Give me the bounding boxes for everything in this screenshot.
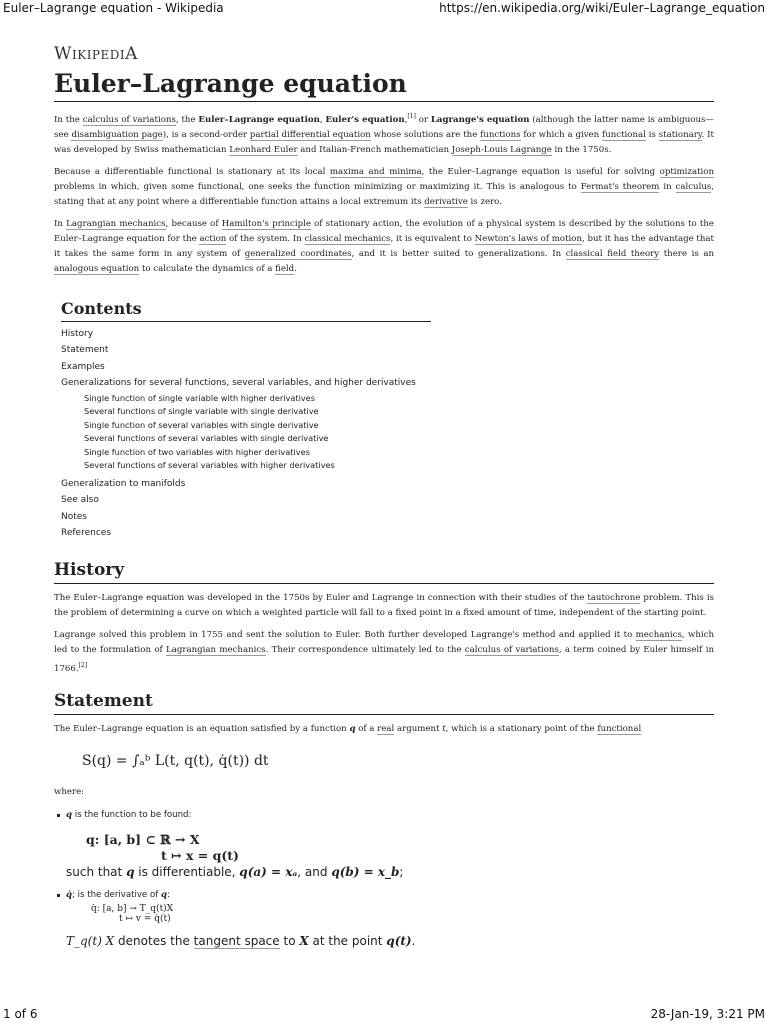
toc-subitem[interactable]: Single function of two variables with higher derivatives: [84, 446, 310, 457]
link-calculus[interactable]: calculus: [675, 181, 712, 192]
page-counter: 1 of 6: [3, 1007, 38, 1021]
intro-paragraph-2: Because a differentiable functional is stationary at its local maxima and minima, the Euler–Lagrange equation is useful for solving optimization problems in which, given some functional, one seeks the function minimizing or maximizing it. This is analogous to Fermat's theorem in calculus, stating that at any point where a differentiable function attains a local extremum its derivative is zero.: [54, 166, 714, 207]
where-label: where:: [54, 786, 85, 797]
function-definition: q: [a, b] ⊂ ℝ → X t ↦ x = q(t): [86, 831, 239, 863]
table-of-contents: [61, 299, 431, 542]
link-pde[interactable]: partial differential equation: [249, 129, 371, 140]
link-disambiguation[interactable]: disambiguation page: [71, 129, 163, 140]
link-real[interactable]: real: [377, 723, 395, 734]
link-functions[interactable]: functions: [480, 129, 521, 140]
toc-item[interactable]: See also: [61, 495, 99, 506]
history-paragraph-1: The Euler–Lagrange equation was developed in the 1750s by Euler and Lagrange in connection with their studies of the tautochrone problem. This is the problem of determining a curve on which a weighted particle will fall to a fixed point in a fixed amount of time, independent of the starting point.: [54, 592, 714, 618]
toc-item[interactable]: Notes: [61, 511, 87, 522]
toc-item[interactable]: Generalization to manifolds: [61, 478, 186, 489]
differentiable-condition: such that q is differentiable, q(a) = xₐ, and q(b) = x_b;: [66, 864, 404, 879]
browser-footer: [0, 1006, 768, 1024]
history-paragraph-2: Lagrange solved this problem in 1755 and sent the solution to Euler. Both further developed Lagrange's method and applied it to mechanics, which led to the formulation of Lagrangian mechanics. Their correspondence ultimately led to the calculus of variations, a term coined by Euler himself in 1766.[2]: [54, 629, 714, 674]
link-newtons-laws[interactable]: Newton's laws of motion: [474, 233, 583, 244]
link-calculus-of-variations[interactable]: calculus of variations: [82, 114, 176, 125]
link-tautochrone[interactable]: tautochrone: [587, 592, 641, 603]
section-heading-history: History: [54, 560, 714, 584]
link-classical-field-theory[interactable]: classical field theory: [565, 248, 660, 259]
link-functional-2[interactable]: functional: [597, 723, 642, 734]
link-action[interactable]: action: [199, 233, 227, 244]
intro-paragraph-1: In the calculus of variations, the Euler–Lagrange equation, Euler's equation,[1] or Lagrange's equation (although the latter name is ambiguous—see disambiguation page), is a second-order partial differential equation whose solutions are the functions for which a given functional is stationary. It was developed by Swiss mathematician Leonhard Euler and Italian-French mathematician Joseph-Louis Lagrange in the 1750s.: [54, 113, 715, 155]
article-title: Euler–Lagrange equation: [54, 69, 714, 102]
toc-subitem[interactable]: Single function of single variable with higher derivatives: [84, 392, 315, 403]
intro-paragraph-3: In Lagrangian mechanics, because of Hamilton's principle of stationary action, the evolution of a physical system is described by the solutions to the Euler–Lagrange equation for the action of the system. In classical mechanics, it is equivalent to Newton's laws of motion, but it has the advantage that it takes the same form in any system of generalized coordinates, and it is better suited to generalizations. In classical field theory there is an analogous equation to calculate the dynamics of a field.: [54, 218, 714, 274]
link-functional[interactable]: functional: [602, 129, 646, 140]
link-lagrangian-mechanics[interactable]: Lagrangian mechanics: [66, 218, 166, 229]
toc-item[interactable]: Examples: [61, 361, 105, 372]
page-title-header: Euler–Lagrange equation - Wikipedia: [3, 1, 224, 15]
toc-item[interactable]: Generalizations for several functions, several variables, and higher derivatives: [61, 378, 416, 389]
link-derivative[interactable]: derivative: [424, 196, 468, 207]
link-fermats-theorem[interactable]: Fermat's theorem: [580, 181, 660, 192]
toc-item[interactable]: References: [61, 528, 112, 539]
page-url[interactable]: https://en.wikipedia.org/wiki/Euler–Lagrange_equation: [439, 1, 765, 15]
citation-2[interactable]: [2]: [78, 661, 88, 669]
print-datetime: 28-Jan-19, 3:21 PM: [650, 1007, 765, 1021]
link-lagrange[interactable]: Joseph-Louis Lagrange: [451, 144, 552, 155]
list-item: q̇; is the derivative of q: q̇: [a, b] → T_q(t)X t ↦ v = q̇(t) T_q(t) X denotes the tangent space to X at the point q(t).: [54, 890, 714, 948]
toc-subitem[interactable]: Several functions of single variable with single derivative: [84, 406, 319, 417]
link-hamiltons-principle[interactable]: Hamilton's principle: [221, 218, 311, 229]
toc-item[interactable]: Statement: [61, 345, 109, 356]
section-heading-statement: Statement: [54, 691, 714, 715]
derivative-definition: q̇: [a, b] → T_q(t)X t ↦ v = q̇(t): [91, 903, 174, 924]
toc-subitem[interactable]: Single function of several variables with single derivative: [84, 419, 319, 430]
toc-subitem[interactable]: Several functions of several variables with single derivative: [84, 433, 329, 444]
list-item: q is the function to be found: q: [a, b] ⊂ ℝ → X t ↦ x = q(t) such that q is differentiable, q(a) = xₐ, and q(b) = x_b;: [54, 810, 714, 880]
link-mechanics[interactable]: mechanics: [635, 629, 682, 640]
link-field[interactable]: field: [275, 263, 295, 274]
link-analogous-equation[interactable]: analogous equation: [54, 263, 140, 274]
browser-header: [0, 0, 768, 18]
link-classical-mechanics[interactable]: classical mechanics: [304, 233, 391, 244]
functional-equation: S(q) = ∫ₐᵇ L(t, q(t), q̇(t)) dt: [82, 752, 269, 769]
link-calculus-of-variations-2[interactable]: calculus of variations: [464, 644, 559, 655]
toc-heading: Contents: [61, 299, 431, 322]
wikipedia-wordmark[interactable]: WikipediA: [54, 44, 138, 64]
link-tangent-space[interactable]: tangent space: [193, 933, 280, 948]
link-stationary[interactable]: stationary: [658, 129, 702, 140]
link-optimization[interactable]: optimization: [659, 166, 714, 177]
definition-list: [54, 810, 714, 948]
tangent-space-text: T_q(t) X denotes the tangent space to X at the point q(t).: [66, 933, 416, 948]
toc-item[interactable]: History: [61, 328, 94, 339]
link-lagrangian-mechanics-2[interactable]: Lagrangian mechanics: [166, 644, 266, 655]
article-content: [54, 44, 714, 956]
link-generalized-coordinates[interactable]: generalized coordinates: [244, 248, 352, 259]
statement-paragraph: The Euler–Lagrange equation is an equation satisfied by a function q of a real argument t, which is a stationary point of the functional: [54, 723, 642, 734]
link-maxima-minima[interactable]: maxima and minima: [329, 166, 422, 177]
link-leonhard-euler[interactable]: Leonhard Euler: [229, 144, 298, 155]
toc-subitem[interactable]: Several functions of several variables with higher derivatives: [84, 460, 335, 471]
citation-1[interactable]: [1]: [407, 113, 416, 120]
